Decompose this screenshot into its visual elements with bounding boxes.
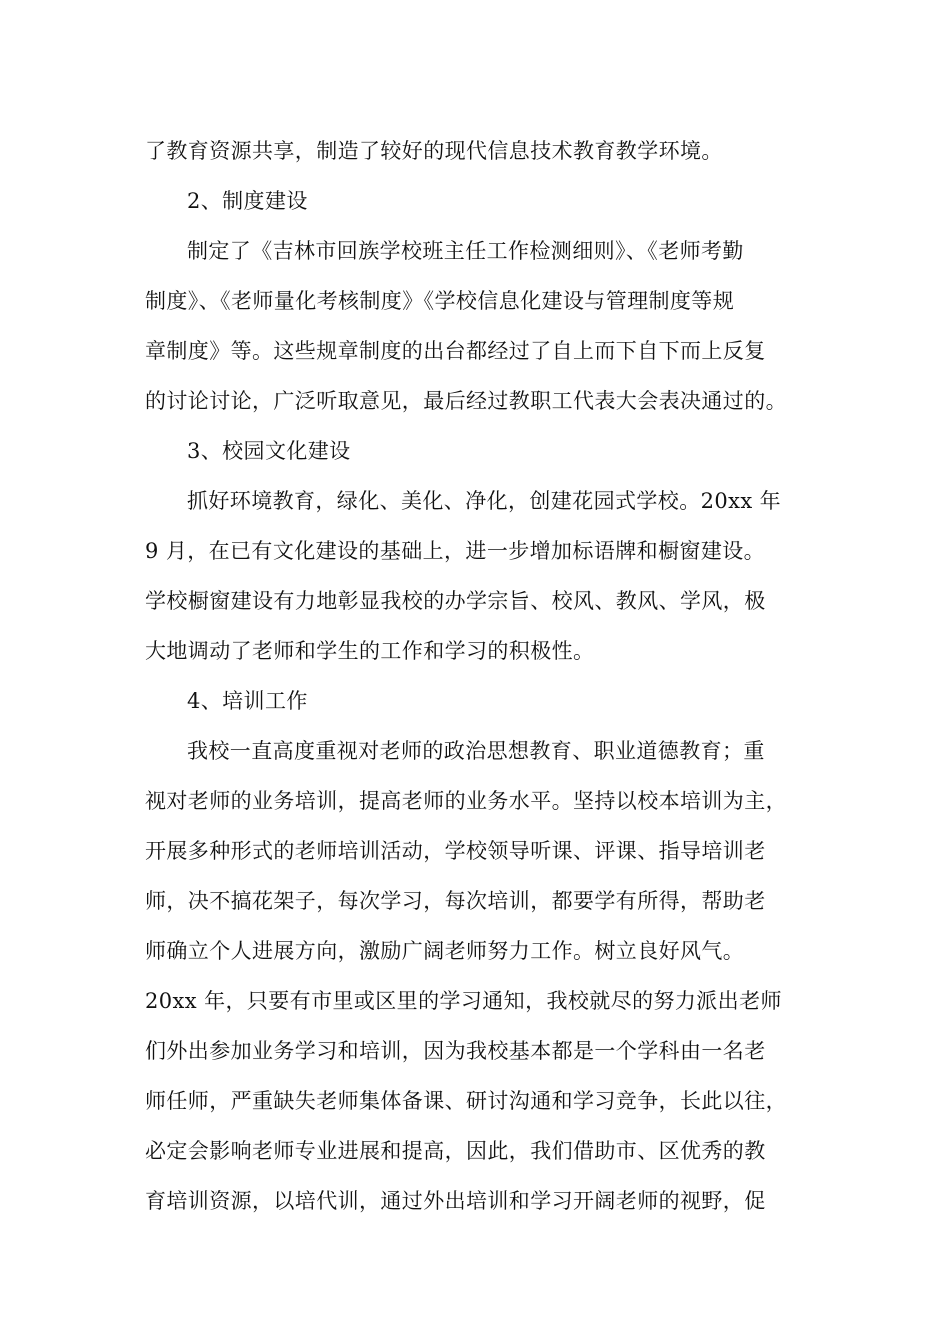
text-line: 师任师，严重缺失老师集体备课、研讨沟通和学习竞争，长此以往， — [145, 1089, 787, 1113]
text-line: 视对老师的业务培训，提高老师的业务水平。坚持以校本培训为主， — [145, 789, 787, 813]
text-line: 必定会影响老师专业进展和提高，因此，我们借助市、区优秀的教 — [145, 1139, 766, 1163]
text-line: 9 月，在已有文化建设的基础上，进一步增加标语牌和橱窗建设。 — [145, 539, 766, 563]
text-line: 抓好环境教育，绿化、美化、净化，创建花园式学校。20xx 年 — [187, 489, 782, 513]
text-line: 制定了《吉林市回族学校班主任工作检测细则》、《老师考勤 — [187, 239, 744, 263]
text-line: 学校橱窗建设有力地彰显我校的办学宗旨、校风、教风、学风，极 — [145, 589, 766, 613]
text-line: 育培训资源，以培代训，通过外出培训和学习开阔老师的视野，促 — [145, 1189, 766, 1213]
section-heading: 2、制度建设 — [187, 189, 308, 213]
text-line: 们外出参加业务学习和培训，因为我校基本都是一个学科由一名老 — [145, 1039, 766, 1063]
section-heading: 3、校园文化建设 — [187, 439, 351, 463]
text-line: 章制度》等。这些规章制度的出台都经过了自上而下自下而上反复 — [145, 339, 766, 363]
text-line: 师，决不搞花架子，每次学习，每次培训，都要学有所得，帮助老 — [145, 889, 766, 913]
text-line: 师确立个人进展方向，激励广阔老师努力工作。树立良好风气。 — [145, 939, 745, 963]
text-line: 开展多种形式的老师培训活动，学校领导听课、评课、指导培训老 — [145, 839, 766, 863]
text-line: 大地调动了老师和学生的工作和学习的积极性。 — [145, 639, 595, 663]
text-line: 了教育资源共享，制造了较好的现代信息技术教育教学环境。 — [145, 139, 723, 163]
text-line: 我校一直高度重视对老师的政治思想教育、职业道德教育；重 — [187, 739, 765, 763]
document-body — [145, 126, 810, 1226]
text-line: 制度》、《老师量化考核制度》《学校信息化建设与管理制度等规 — [145, 289, 735, 313]
section-heading: 4、培训工作 — [187, 689, 308, 713]
text-line: 的讨论讨论，广泛听取意见，最后经过教职工代表大会表决通过的。 — [145, 389, 787, 413]
text-line: 20xx 年，只要有市里或区里的学习通知，我校就尽的努力派出老师 — [145, 989, 782, 1013]
